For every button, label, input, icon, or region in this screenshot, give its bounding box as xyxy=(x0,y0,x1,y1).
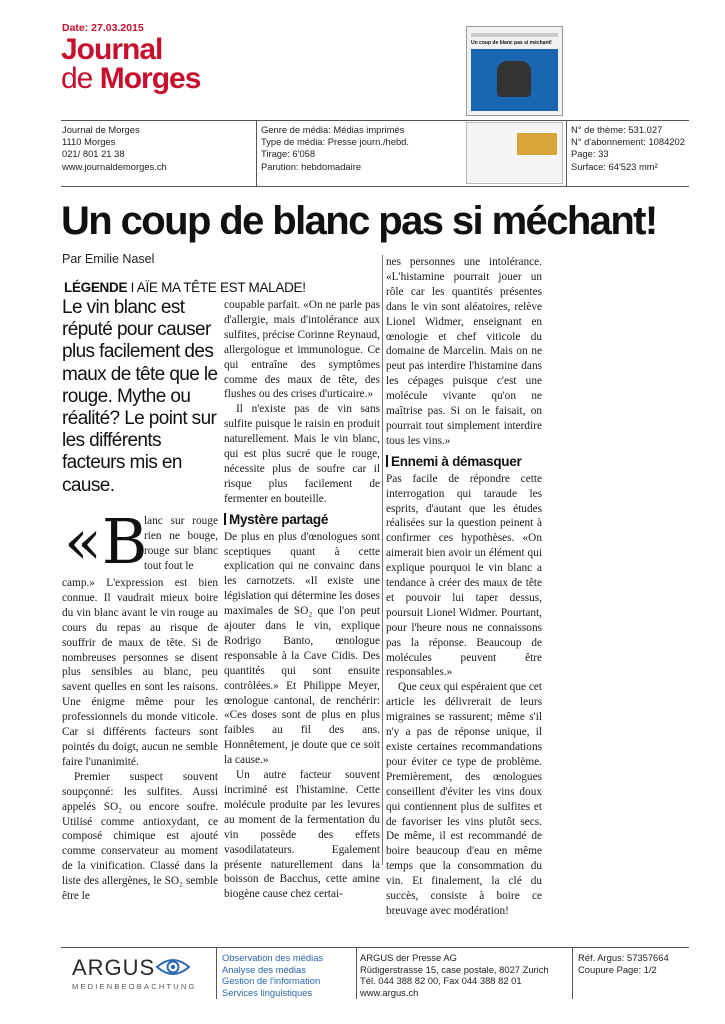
surface-area: Surface: 64'523 mm² xyxy=(571,160,658,172)
paragraph: Il n'existe pas de vin sans sulfite puisque le raisin en produit naturellement. Mais le vin blanc, qui est plus sucré que le rouge, nécessite plus de soufre car il risque plus facilement de fermenter en bouteille. xyxy=(224,403,380,505)
page-thumbnail xyxy=(466,26,563,116)
service-link[interactable]: Services linguistiques xyxy=(222,986,313,998)
footer-reference xyxy=(578,952,669,975)
subscription-number: N° d'abonnement: 1084202 xyxy=(571,136,685,148)
journal-logo-line2 xyxy=(61,64,200,94)
article-title: Un coup de blanc pas si méchant! xyxy=(61,199,657,243)
subheading-bar xyxy=(386,455,388,467)
company-phone: Tél. 044 388 82 00, Fax 044 388 82 01 xyxy=(360,975,522,987)
paragraph: coupable parfait. «On ne parle pas d'allergie, mais d'intolérance aux sulfites, précise Corinne Reynaud, allergologue et immunologue. Ce qui entraîne des symptômes comme des maux de tête, des flushes ou des crises d'urticaire.» xyxy=(224,299,380,401)
page-thumbnail-lower xyxy=(466,122,563,184)
thumb-header xyxy=(471,33,558,37)
publication-city: 1110 Morges xyxy=(62,136,116,148)
footer-services xyxy=(222,952,323,998)
meta-divider xyxy=(256,120,257,186)
legende-label: LÉGENDE xyxy=(64,280,128,295)
media-genre: Genre de média: Médias imprimés xyxy=(261,124,405,135)
service-link[interactable]: Observation des médias xyxy=(222,952,324,963)
footer-address xyxy=(360,952,549,998)
subheading-ennemi xyxy=(386,455,542,470)
subheading-text: Mystère partagé xyxy=(229,511,329,527)
meta-media xyxy=(261,124,409,173)
subheading-mystere xyxy=(224,513,380,528)
page-number: Page: 33 xyxy=(571,148,609,160)
media-circulation: Tirage: 6'058 xyxy=(261,148,316,160)
clipping-page: Coupure Page: 1/2 xyxy=(578,963,657,975)
paragraph: Un autre facteur souvent incriminé est l'histamine. Cette molécule produite par les levures au moment de la fermentation du vin possède des effets vasodilatateurs. Egalement présente naturellement dans la boisson de Bacchus, cette amine biogène cause chez certai- xyxy=(224,769,380,901)
theme-number: N° de thème: 531.027 xyxy=(571,124,663,135)
publication-phone: 021/ 801 21 38 xyxy=(62,148,125,160)
paragraph: Pas facile de répondre cette interrogation qui taraude les esprits, d'autant que les études réalisées sur la question peinent à confirmer ces hypothèses. «On aimerait bien avoir un élément qui explique pourquoi le vin blanc a tendance à créer des maux de tête et pouvoir lui taper dessus, poursuit Lionel Widmer. Pourtant, pour l'heure nous ne connaissons pas la réponse. Beaucoup de molécules peuvent être responsables.» xyxy=(386,472,542,679)
article-column-3 xyxy=(386,255,542,919)
logo-prefix: de xyxy=(61,62,100,95)
company-name: ARGUS der Presse AG xyxy=(360,952,457,963)
subheading-bar xyxy=(224,513,226,525)
meta-divider xyxy=(566,120,567,186)
paragraph: nes personnes une intolérance. «L'histamine pourrait jouer un rôle car les quantités présentes dans le vin sont aléatoires, relève Lionel Widmer, enseignant en œnologie et chef viticole du domaine de Marcelin. Mais on ne peut pas interdire l'histamine dans les cépages puisque c'est une molécule vivante qu'on ne maîtrise pas. Si on le faisait, on pourrait tout simplement interdire tous les vins.» xyxy=(386,256,542,447)
thumb-figure xyxy=(497,61,531,97)
publication-name: Journal de Morges xyxy=(62,124,140,135)
legende-text: I AÏE MA TÊTE EST MALADE! xyxy=(130,280,306,295)
meta-top-rule xyxy=(61,120,689,121)
article-column-2 xyxy=(224,298,380,902)
footer-divider xyxy=(216,947,217,999)
article-column-1 xyxy=(62,576,218,904)
argus-logo-text: ARGUS xyxy=(72,955,156,980)
thumb-title: Un coup de blanc pas si méchant! xyxy=(471,40,552,46)
argus-reference: Réf. Argus: 57357664 xyxy=(578,952,669,963)
article-byline: Par Emilie Nasel xyxy=(62,252,155,266)
thumb-ad xyxy=(517,133,557,155)
logo-bold: Morges xyxy=(99,62,201,95)
meta-bottom-rule xyxy=(61,186,689,187)
argus-eye-icon xyxy=(155,955,191,979)
footer-divider xyxy=(572,947,573,999)
drop-cap: «B xyxy=(64,505,148,578)
clipping-date: Date: 27.03.2015 xyxy=(62,22,144,34)
meta-publication xyxy=(62,124,167,173)
company-street: Rüdigerstrasse 15, case postale, 8027 Zurich xyxy=(360,963,549,975)
journal-logo-line1: Journal xyxy=(61,33,163,66)
meta-theme xyxy=(571,124,685,173)
media-type: Type de média: Presse journ./hebd. xyxy=(261,136,410,148)
paragraph: camp.» L'expression est bien connue. Il vaudrait mieux boire du vin blanc avant le vin rouge au cours du repas au risque de souffrir de maux de tête. Si de nombreuses personnes se disent plus sensibles au blanc, peu savent quelles en sont les raisons. Une énigme même pour les professionnels du monde viticole. Car si différents facteurs sont pointés du doigt, aucun ne semble faire l'unanimité. xyxy=(62,577,218,768)
column1-top-text: lanc sur rouge rien ne bouge, rouge sur blanc tout fout le xyxy=(144,515,218,572)
footer-divider xyxy=(356,947,357,999)
paragraph: De plus en plus d'œnologues sont sceptiques quant à cette explication qui ne convainc dans les carnotzets. «Il existe une législation qui détermine les doses maximales de SO₂ que l'on peut ajouter dans le vin, explique Rodrigo Banto, œnologue responsable à la Cave Cidis. Des quantités qui sont ensuite contrôlées.» Et Philippe Meyer, œnologue cantonal, de renchérir: «Ces doses sont de plus en plus faibles au fil des ans. Honnêtement, je doute que ce soit la cause.» xyxy=(224,530,380,767)
column-rule xyxy=(382,255,383,865)
subheading-text: Ennemi à démasquer xyxy=(391,453,522,469)
article-legende xyxy=(64,280,306,295)
publication-url[interactable]: www.journaldemorges.ch xyxy=(62,160,167,172)
company-url[interactable]: www.argus.ch xyxy=(360,986,419,998)
article-lead: Le vin blanc est réputé pour causer plus facilement des maux de tête que le rouge. Mythe ou réalité? Le point sur les différents facteurs mis en cause. xyxy=(62,297,218,496)
paragraph: Que ceux qui espéraient que cet article les délivrerait de leurs migraines se rassurent; même s'il n'y a pas de réponse unique, il existe certaines recommandations pour éviter ce type de problème. Premièrement, des œnologues conseillent d'éviter les vins doux qui contiennent plus de sulfites et de favoriser les vins plutôt secs. De même, il est recommandé de boire beaucoup d'eau en même temps que la consommation du vin. Et finalement, la clé du succès, consiste à boire ce breuvage avec modération! xyxy=(386,681,542,917)
paragraph: Premier suspect souvent soupçonné: les sulfites. Aussi appelés SO₂ ou encore soufre. Utilisé comme antioxydant, ce composé chimique est ajouté comme conservateur au moment de la vinification. Classé dans la liste des allergènes, le SO₂ semble être le xyxy=(62,770,218,903)
column1-top xyxy=(144,514,218,574)
argus-logo-subtitle: MEDIENBEOBACHTUNG xyxy=(72,982,197,991)
footer-rule xyxy=(61,947,689,948)
service-link[interactable]: Gestion de l'information xyxy=(222,975,321,987)
service-link[interactable]: Analyse des médias xyxy=(222,963,306,975)
media-frequency: Parution: hebdomadaire xyxy=(261,160,362,172)
